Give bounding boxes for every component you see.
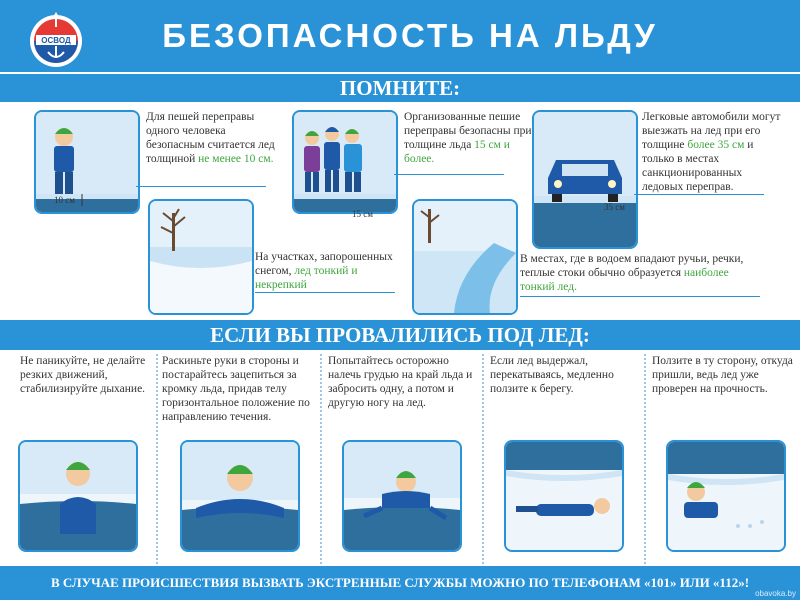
watermark: obavoka.by bbox=[755, 589, 796, 598]
step-text-4: Если лед выдержал, перекатываясь, медленно ползите к берегу. bbox=[490, 355, 614, 395]
picture-stream bbox=[412, 199, 518, 315]
picture-step-5 bbox=[666, 440, 786, 552]
pointer-line bbox=[255, 292, 395, 293]
section-fell-through-title: ЕСЛИ ВЫ ПРОВАЛИЛИСЬ ПОД ЛЕД: bbox=[0, 320, 800, 350]
remember-item-5: В местах, где в водоем впадают ручьи, речки, теплые стоки обычно образуется наиболее тонкий лед. bbox=[520, 253, 744, 293]
measure-35cm: 35 см bbox=[604, 202, 625, 212]
remember-item-4: На участках, запорошенных снегом, лед тонкий и некрепкий bbox=[255, 251, 393, 291]
step-text-1: Не паникуйте, не делайте резких движений, стабилизируйте дыхание. bbox=[20, 355, 146, 395]
picture-snow-tree bbox=[148, 199, 254, 315]
step-text-3: Попытайтесь осторожно налечь грудью на край льда и забросить одну, а потом и другую ногу на лед. bbox=[328, 355, 473, 409]
remember-item-2: Организованные пешие переправы безопасны при толщине льда 15 см и более. bbox=[404, 111, 532, 165]
pointer-line bbox=[520, 296, 760, 297]
picture-car-35cm bbox=[532, 110, 638, 249]
step-text-5: Ползите в ту сторону, откуда пришли, ведь лед уже проверен на прочность. bbox=[652, 355, 793, 395]
pointer-line bbox=[634, 194, 764, 195]
column-divider bbox=[482, 354, 484, 564]
measure-15cm: 15 см bbox=[352, 209, 373, 219]
column-divider bbox=[156, 354, 158, 564]
picture-step-3 bbox=[342, 440, 462, 552]
emergency-footer: В СЛУЧАЕ ПРОИСШЕСТВИЯ ВЫЗВАТЬ ЭКСТРЕННЫЕ СЛУЖБЫ МОЖНО ПО ТЕЛЕФОНАМ «101» ИЛИ «112»! bbox=[0, 566, 800, 600]
remember-item-3: Легковые автомобили могут выезжать на лед при его толщине более 35 см и только в местах санкционированных ледовых переправ. bbox=[642, 111, 781, 193]
picture-step-4 bbox=[504, 440, 624, 552]
column-divider bbox=[320, 354, 322, 564]
osvod-logo bbox=[28, 8, 84, 70]
picture-step-2 bbox=[180, 440, 300, 552]
header-bar bbox=[0, 0, 800, 72]
section-remember-title: ПОМНИТЕ: bbox=[0, 74, 800, 102]
pointer-line bbox=[394, 174, 504, 175]
step-text-2: Раскиньте руки в стороны и постарайтесь зацепиться за кромку льда, придав телу горизонтальное положение по направлению течения. bbox=[162, 355, 310, 423]
measure-10cm: 10 см bbox=[54, 195, 75, 205]
remember-item-1: Для пешей переправы одного человека безопасным считается лед толщиной не менее 10 см. bbox=[146, 111, 275, 165]
pointer-line bbox=[136, 186, 266, 187]
picture-step-1 bbox=[18, 440, 138, 552]
column-divider bbox=[644, 354, 646, 564]
logo-text: ОСВОД bbox=[41, 36, 71, 45]
page-title: БЕЗОПАСНОСТЬ НА ЛЬДУ bbox=[162, 17, 658, 54]
picture-group-15cm bbox=[292, 110, 398, 214]
picture-person-10cm bbox=[34, 110, 140, 214]
